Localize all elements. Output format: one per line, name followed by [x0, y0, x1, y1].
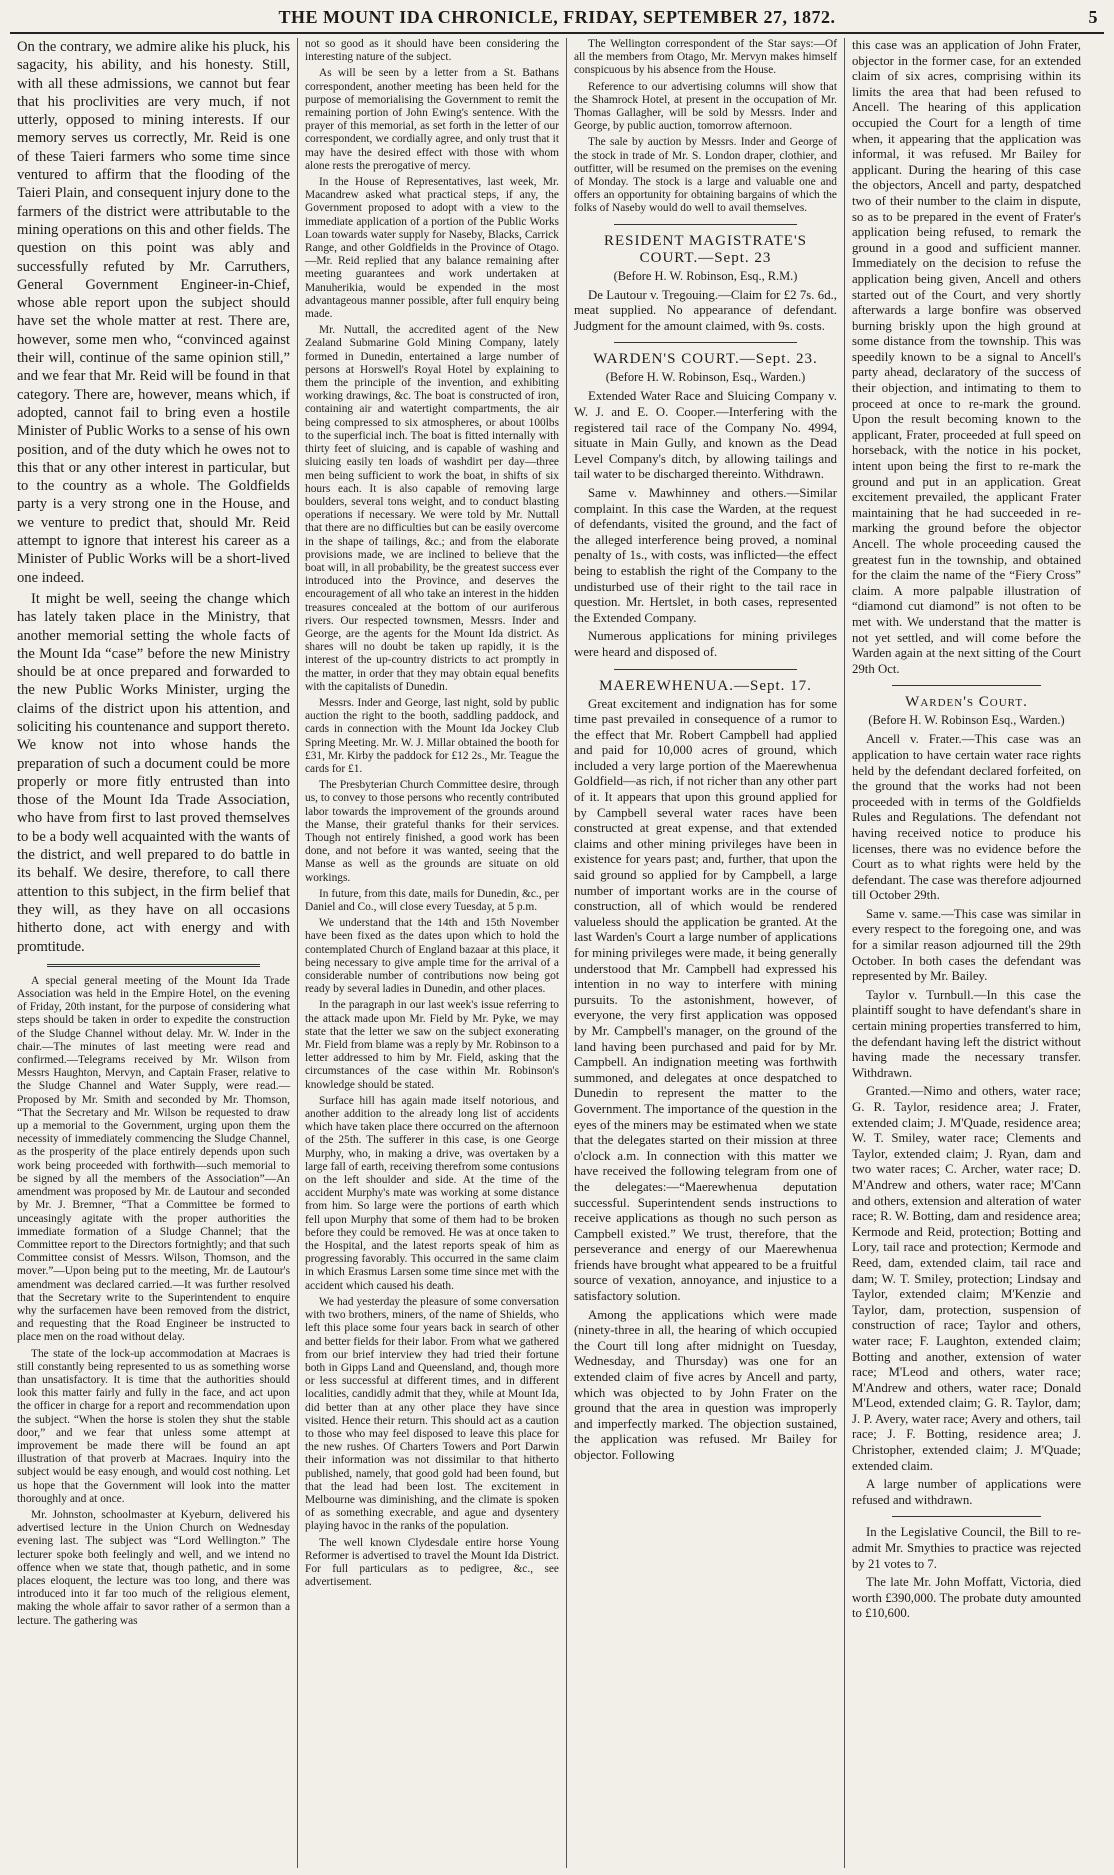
news-paragraph: The late Mr. John Moffatt, Victoria, died worth £390,000. The probate duty amounted to £10,600. — [852, 1575, 1081, 1621]
news-paragraph: The Presbyterian Church Committee desire, through us, to convey to those persons who recently contributed labor towards the improvement of the grounds around the Manse, their grateful thanks for their services. Though not entirely finished, a good work has been done, and not before it was wanted, seeing that the Manse as well as the grounds are situate on old workings. — [305, 779, 559, 884]
columns — [10, 38, 1104, 1868]
news-paragraph: not so good as it should have been considering the interesting nature of the subject. — [305, 38, 559, 64]
rm-court-report — [574, 288, 837, 335]
court-paragraph: Same v. Mawhinney and others.—Similar complaint. In this case the Warden, at the request of defendants, visited the ground, and the fact of the alleged interference being proved, a nominal penalty of 1s., with costs, was inflicted—the effect being to establish the right of the Company to the undisturbed use of their right to the tail race in question. Mr. Hertslet, in both cases, represented the Extended Company. — [574, 485, 837, 625]
rm-court-heading: RESIDENT MAGISTRATE'S COURT.—Sept. 23 — [603, 232, 808, 266]
section-divider — [892, 1516, 1041, 1517]
news-paragraph: In future, from this date, mails for Dunedin, &c., per Daniel and Co., will close every Tuesday, at 5 p.m. — [305, 887, 559, 913]
news-paragraph: The well known Clydesdale entire horse Young Reformer is advertised to travel the Mount Ida District. For full particulars as to pedigree, &c., see advertisement. — [305, 1536, 559, 1589]
news-paragraph: Mr. Johnston, schoolmaster at Kyeburn, delivered his advertised lecture in the Union Church on Wednesday evening last. The subject was “Lord Wellington.” The lecturer spoke both feelingly and well, and we intend no offence when we state that, though pathetic, and in some places eloquent, the lecture was too long, and there was introduced into it far too much of the religious element, making the whole affair to savor rather of a sermon than a lecture. The gathering was — [17, 1508, 290, 1627]
court-paragraph: De Lautour v. Tregouing.—Claim for £2 7s. 6d., meat supplied. No appearance of defendant. Judgment for the amount claimed, with 9s. costs. — [574, 287, 837, 333]
report-paragraph: Among the applications which were made (ninety-three in all, the hearing of which occupied the Court till long after midnight on Tuesday, Wednesday, and Thursday) was one for an extended claim of five acres by Ancell and party, which was objected to by John Frater on the ground that the area in question was improperly and imperfectly marked. The objection sustained, the application was refused. Mr Bailey for objector. Following — [574, 1307, 837, 1463]
wardens-court-report — [852, 732, 1081, 1508]
editorial — [17, 38, 290, 956]
page-number: 5 — [1088, 7, 1098, 27]
court-paragraph: Granted.—Nimo and others, water race; G. R. Taylor, residence area; J. Frater, extended claim; J. M'Quade, residence area; W. T. Smiley, water race; Clements and Taylor, extended claim; J. Ryan, dam and two water races; C. Archer, water race; D. M'Andrew and others, water race; M'Cann and others, extension and alteration of water race; R. W. Botting, dam and residence area; Kermode and Reid, protection; Botting and Lory, tail race and protection; Kermode and Reed, dam, extended claim, tail race and dam; W. T. Smiley, protection; Lindsay and Taylor, extended claim; M'Kenzie and Taylor, dam, protection, suspension of construction of race; Taylor and others, water race; F. Laughton, extended claim; Botting and another, extension of water race; M'Leod and others, water race; M'Andrew and others, water race; Donald M'Leod, extended claim; G. R. Taylor, dam; J. P. Avery, water race; Avery and others, tail race; J. F. Botting, residence area; J. Christopher, extended claim; J. M'Quade; extended claim. — [852, 1084, 1081, 1473]
news-paragraph: We understand that the 14th and 15th November have been fixed as the dates upon which to hold the contemplated Church of England bazaar at this place, it being necessary to give ample time for the arrival of a considerable number of contributions now being got ready by several ladies in Dunedin, and other places. — [305, 917, 559, 996]
news-paragraph: The Wellington correspondent of the Star says:—Of all the members from Otago, Mr. Mervyn makes himself conspicuous by his absence from the House. — [574, 38, 837, 77]
court-paragraph: Extended Water Race and Sluicing Company v. W. J. and E. O. Cooper.—Interfering with the registered tail race of the Company No. 4994, situate in Main Gully, and known as the Dead Level Company's ditch, by allowing tailings and tail water to be discharged thereinto. Withdrawn. — [574, 389, 837, 482]
column-1 — [10, 38, 298, 1868]
news-paragraph: As will be seen by a letter from a St. Bathans correspondent, another meeting has been held for the purpose of memorialising the Government to remit the remaining portion of John Ewing's sentence. With the prayer of this memorial, as set forth in the letter of our correspondent, we cordially agree, and only trust that it may have the desired effect with those with whom alone rests the prerogative of mercy. — [305, 67, 559, 172]
column-2 — [298, 38, 567, 1868]
editorial-paragraph: On the contrary, we admire alike his pluck, his sagacity, his ability, and his honesty. Still, with all these admissions, we cannot but fear that his proclivities are very much, if not utterly, opposed to mining interests. If our memory serves us correctly, Mr. Reid is one of these Taieri farmers who some time since ventured to affirm that the flooding of the Taieri Plain, and consequent injury done to the farmers of the district were attributable to the mining operations on this and other fields. The question on this point was ably and successfully refuted by Mr. Carruthers, General Government Engineer-in-Chief, whose able report upon the subject should have set the whole matter at rest. There are, however, some men who, “convinced against their will, continue of the same opinion still,” and we fear that Mr. Reid will be found in that category. There are, however, means which, if adopted, cannot fail to bring even a hostile Minister of Public Works to a sense of his own position, and of the duty which he owes not to this that or any other interest in particular, but to the country as a whole. The Goldfields party is a very strong one in the House, and we venture to predict that, should Mr. Reid attempt to ignore that interest his career as a Minister of Public Works will be a short-lived one indeed. — [17, 39, 290, 586]
report-paragraph: Great excitement and indignation has for some time past prevailed in consequence of a rumor to the effect that Mr. Robert Campbell had applied and paid for 10,000 acres of ground, which included a very large portion of the Maerewhenua Goldfield—as rich, if not richer than any other part of it. It appears that upon this ground applied for by Campbell several water races have been constructed at great expense, and that extended claims and other mining privileges have been in existence for years past; and, further, that upon the said ground so applied for by Campbell, a large number of important works are in the course of construction, all of which would be rendered valueless should the application be granted. At the last Warden's Court a large number of applications for mining privileges were made, it being generally understood that Mr. Campbell had expressed his intention in no way to interfere with mining pursuits. To the astonishment, however, of everyone, the very first application was opposed by Mr. Campbell's manager, on the ground of the land having been purchased and paid for by Mr. Campbell. An indignation meeting was forthwith summoned, and delegates at once despatched to Dunedin to represent the matter to the Government. The importance of the question in the eyes of the miners may be estimated when we state that the delegates started on their mission at three o'clock a.m. In connection with this matter we have received the following telegram from one of the delegates:—“Maerewhenua deputation successful. Superintendent sends instructions to receive applications as though no such person as Campbell existed.” We trust, therefore, that the perseverance and energy of our Maerewhenua friends have brought what appeared to be a fruitful source of vexation, annoyance, and injustice to a satisfactory solution. — [574, 696, 837, 1304]
editorial-paragraph: It might be well, seeing the change which has lately taken place in the Ministry, that another memorial setting the whole facts of the Mount Ida “case” before the new Ministry should be at once prepared and forwarded to the new Public Works Minister, urging the claims of the district upon his attention, and soliciting his countenance and support thereto. We know not into whose hands the preparation of such a document could be more properly or more fitly entrusted than into those of the Mount Ida Trade Association, who have from first to last proved themselves to be a body well acquainted with the wants of the district, and well prepared to do battle in its behalf. We desire, therefore, to call there attention to this subject, in the firm belief that they will, as they have on all occasions hitherto done, act with energy and with promtitude. — [17, 590, 290, 955]
court-paragraph: Ancell v. Frater.—This case was an application to have certain water race rights held by the defendant declared forfeited, on the ground that the works had not been proceeded with in terms of the Goldfields Rules and Regulations. The defendant not having received notice to produce his licenses, there was no evidence before the Court as to what rights were held by the defendant. The case was therefore adjourned till October 29th. — [852, 732, 1081, 903]
report-paragraph: this case was an application of John Frater, objector in the former case, for an extended claim of six acres, comprising within its limits the area that had been refused to Ancell. The hearing of this application occupied the Court for a length of time when, it appearing that the application was informal, it was refused. Mr Bailey for applicant. During the hearing of this case the objectors, Ancell and party, despatched two of their number to the claim in dispute, so as to be prepared in the event of Frater's application being refused, to remark the ground in a good and sufficient manner. Immediately on the decision to refuse the application being given, Ancell and others started out of the Court, and very shortly afterwards a large bonfire was observed burning briskly upon the high ground at some distance from the township. This was speedily known to be a signal to Ancell's party ahead, declaratory of the success of their objection, and intimating to them to proceed at once to re-mark the ground. Upon the result becoming known to the applicant, Frater, proceeded at full speed on horseback, with the notice in his pocket, intent upon being the first to re-mark the ground and put in an application. Great excitement prevailed, the applicant Frater maintaining that he had succeeded in re-marking the ground before the objector Ancell. The whole proceeding caused the greatest fun in the township, and obtained for the claim the name of the “Fiery Cross” claim. A more palpable illustration of “diamond cut diamond” is not often to be met with. We understand that the matter is not yet settled, and will come before the Warden again at the next sitting of the Court 29th Oct. — [852, 38, 1081, 676]
maerewhenua-report — [574, 697, 837, 1464]
masthead-title: THE MOUNT IDA CHRONICLE, FRIDAY, SEPTEMBER 27, 1872. — [278, 7, 836, 27]
wardens-court-heading: Warden's Court. — [905, 694, 1028, 711]
news-paragraph: The sale by auction by Messrs. Inder and George of the stock in trade of Mr. S. London draper, clothier, and outfitter, will be resumed on the premises on the evening of Monday. The stock is a large and valuable one and offers an opportunity for obtaining bargains of which the folks of Naseby would do well to avail themselves. — [574, 136, 837, 215]
court-paragraph: Numerous applications for mining privileges were heard and disposed of. — [574, 629, 837, 659]
section-divider — [47, 964, 260, 967]
maerewhenua-continued — [852, 38, 1081, 677]
news-paragraph: Surface hill has again made itself notorious, and another addition to the already long list of accidents which have taken place there occurred on the afternoon of the 25th. The sufferer in this case, is one George Murphy, who, in making a drive, was overtaken by a large fall of earth, receiving therefrom some contusions on the left shoulder and side. At the time of the accident Murphy's mate was working at some distance from him. So large were the portions of earth which fell upon Murphy that some of them had to be broken before they could be removed. He was at once taken to the Hospital, and the latest reports speak of him as progressing favorably. This occurred in the same claim in which Erasmus Larsen some time since met with the accident which caused his death. — [305, 1094, 559, 1292]
brief-notes — [852, 1525, 1081, 1622]
section-divider — [892, 685, 1041, 686]
section-divider — [614, 342, 797, 343]
court-paragraph: Same v. same.—This case was similar in every respect to the foregoing one, and was for a similar reason adjourned till the 29th October. In both cases the defendant was represented by Mr. Bailey. — [852, 906, 1081, 984]
wardens-court-heading: WARDEN'S COURT.—Sept. 23. — [593, 351, 818, 368]
rm-court-subheading: (Before H. W. Robinson, Esq., R.M.) — [613, 268, 798, 283]
notices — [574, 38, 837, 216]
court-paragraph: Taylor v. Turnbull.—In this case the plaintiff sought to have defendant's share in certain mining properties transferred to him, the defendant having left the district without having made the necessary transfer. Withdrawn. — [852, 987, 1081, 1080]
news-paragraph: In the paragraph in our last week's issue referring to the attack made upon Mr. Field by Mr. Pyke, we may state that the letter we saw on the subject exonerating Mr. Field from blame was a reply by Mr. Robinson to a letter addressed to him by Mr. Field, asking that the circumstances of the case within Mr. Robinson's knowledge should be stated. — [305, 999, 559, 1091]
wardens-court-report — [574, 389, 837, 660]
column-4 — [845, 38, 1088, 1868]
news-paragraph: Messrs. Inder and George, last night, sold by public auction the right to the booth, saddling paddock, and cards in connection with the Mount Ida Jockey Club Spring Meeting. Mr. W. J. Millar obtained the booth for £31, Mr. Kirby the paddock for £12 2s., Mr. Teague the cards for £1. — [305, 696, 559, 775]
court-paragraph: A large number of applications were refused and withdrawn. — [852, 1477, 1081, 1507]
local-news — [17, 975, 290, 1628]
news-paragraph: A special general meeting of the Mount Ida Trade Association was held in the Empire Hotel, on the evening of Friday, 20th instant, for the purpose of considering what steps should be taken in order to expedite the construction of the Sludge Channel without delay. Mr. W. Inder in the chair.—The minutes of last meeting were read and confirmed.—Telegrams received by Mr. Wilson from Messrs Haughton, Mervyn, and Captain Fraser, relative to the Sludge Channel and Water Supply, were read.—Proposed by Mr. Smith and seconded by Mr. Thomson, “That the Secretary and Mr. Wilson be requested to draw up a memorial to the Government, urging upon them the necessity of immediately commencing the Sludge Channel, as the prosperity of the place entirely depends upon such work being proceeded with forthwith—such memorial to be signed by all the members of the Association”—An amendment was proposed by Mr. de Lautour and seconded by Mr. J. Bremner, “That a Committee be formed to unceasingly agitate with the proper authorities the immediate formation of a Sludge Channel; that the Committee report to the Directors fortnightly; and that such Committee consist of Messrs. Wilson, Thomson, and the mover.”—Upon being put to the meeting, Mr. de Lautour's amendment was declared carried.—It was further resolved that the Secretary write to the Superintendent to enquire why the surfacemen have been removed from the district, and requesting that the Road Engineer be instructed to place men on the road without delay. — [17, 974, 290, 1344]
wardens-court-subheading: (Before H. W. Robinson Esq., Warden.) — [868, 713, 1065, 728]
maerewhenua-heading: MAEREWHENUA.—Sept. 17. — [599, 677, 812, 694]
column-3 — [567, 38, 845, 1868]
masthead — [10, 4, 1104, 34]
section-divider — [614, 669, 797, 670]
news-paragraph: The state of the lock-up accommodation at Macraes is still constantly being represented to us as something worse than unsatisfactory. It is time that the authorities should look this matter fairly and fully in the face, and act upon the officer in charge for a report and recommendation upon the subject. “When the horse is stolen they shut the stable door,” and we fear that unless some attempt at improvement be made there will be found an apt illustration of that proverb at Macraes. Inquiry into the subject would be easy enough, and would cost nothing. Let us hope that the Government will look into the matter thoroughly and at once. — [17, 1347, 290, 1505]
news-paragraph: We had yesterday the pleasure of some conversation with two brothers, miners, of the name of Shields, who left this place some four years back in search of other and better fields for their labor. From what we gathered from our brief interview they had tried their fortune both in Gipps Land and Queensland, and, though more or less successful at different times, and in different localities, candidly admit that they, while at Mount Ida, did better than at any other place they have since visited. Hence their return. This should act as a caution to those who may feel disposed to leave this place for the new rushes. Of Charters Towers and Port Darwin their information was not dissimilar to that hitherto published, namely, that good gold had been found, but that the lead had been lost. The excitement in Melbourne was diminishing, and the climate is spoken of as something execrable, and ague and dysentery playing havoc in the ranks of the population. — [305, 1295, 559, 1533]
section-divider — [614, 224, 797, 225]
news-paragraph: In the Legislative Council, the Bill to re-admit Mr. Smythies to practice was rejected by 21 votes to 7. — [852, 1525, 1081, 1571]
news-paragraph: In the House of Representatives, last week, Mr. Macandrew asked what practical steps, if any, the Government proposed to adopt with a view to the immediate application of a portion of the Public Works Loan towards water supply for Naseby, Blacks, Carrick Range, and other Goldfields in the Province of Otago.—Mr. Reid replied that any balance remaining after meeting guarantees and work undertaken at Manuherikia, would be expended in the most advantageous manner possible, after full enquiry being made. — [305, 176, 559, 321]
news-paragraph: Reference to our advertising columns will show that the Shamrock Hotel, at present in the occupation of Mr. Thomas Gallagher, will be sold by Messrs. Inder and George, by public auction, tomorrow afternoon. — [574, 80, 837, 133]
news-paragraph: Mr. Nuttall, the accredited agent of the New Zealand Submarine Gold Mining Company, lately formed in Dunedin, entertained a large number of persons at Horswell's Royal Hotel by explaining to them the principle of the invention, and exhibiting working drawings, &c. The boat is constructed of iron, containing air and watertight compartments, the air being compressed to six atmospheres, or about 100lbs to the superficial inch. The boat is fitted internally with thirty feet of sluicing, and is capable of washing and sluicing easily ten loads of washdirt per day—three men being sufficient to work the boat, in shifts of six hours each. It is also capable of removing large boulders, several tons weight, and to conduct blasting operations if necessary. We were told by Mr. Nuttall that there are no difficulties but can be easily overcome in the shape of tailings, &c.; and from the elaborate provisions made, we are inclined to believe that the boat will, in all probability, be the greatest success ever introduced into the Province, and deserves the encouragement of all who take an interest in the hidden treasures concealed at the bottom of our auriferous rivers. Our respected townsmen, Messrs. Inder and George, are the agents for the Mount Ida district. As shares will no doubt be taken up rapidly, it is the interest of the up-country districts to act promptly in the matter, in order that they may obtain equal benefits with the capitalists of Dunedin. — [305, 324, 559, 693]
wardens-court-subheading: (Before H. W. Robinson, Esq., Warden.) — [605, 370, 806, 385]
